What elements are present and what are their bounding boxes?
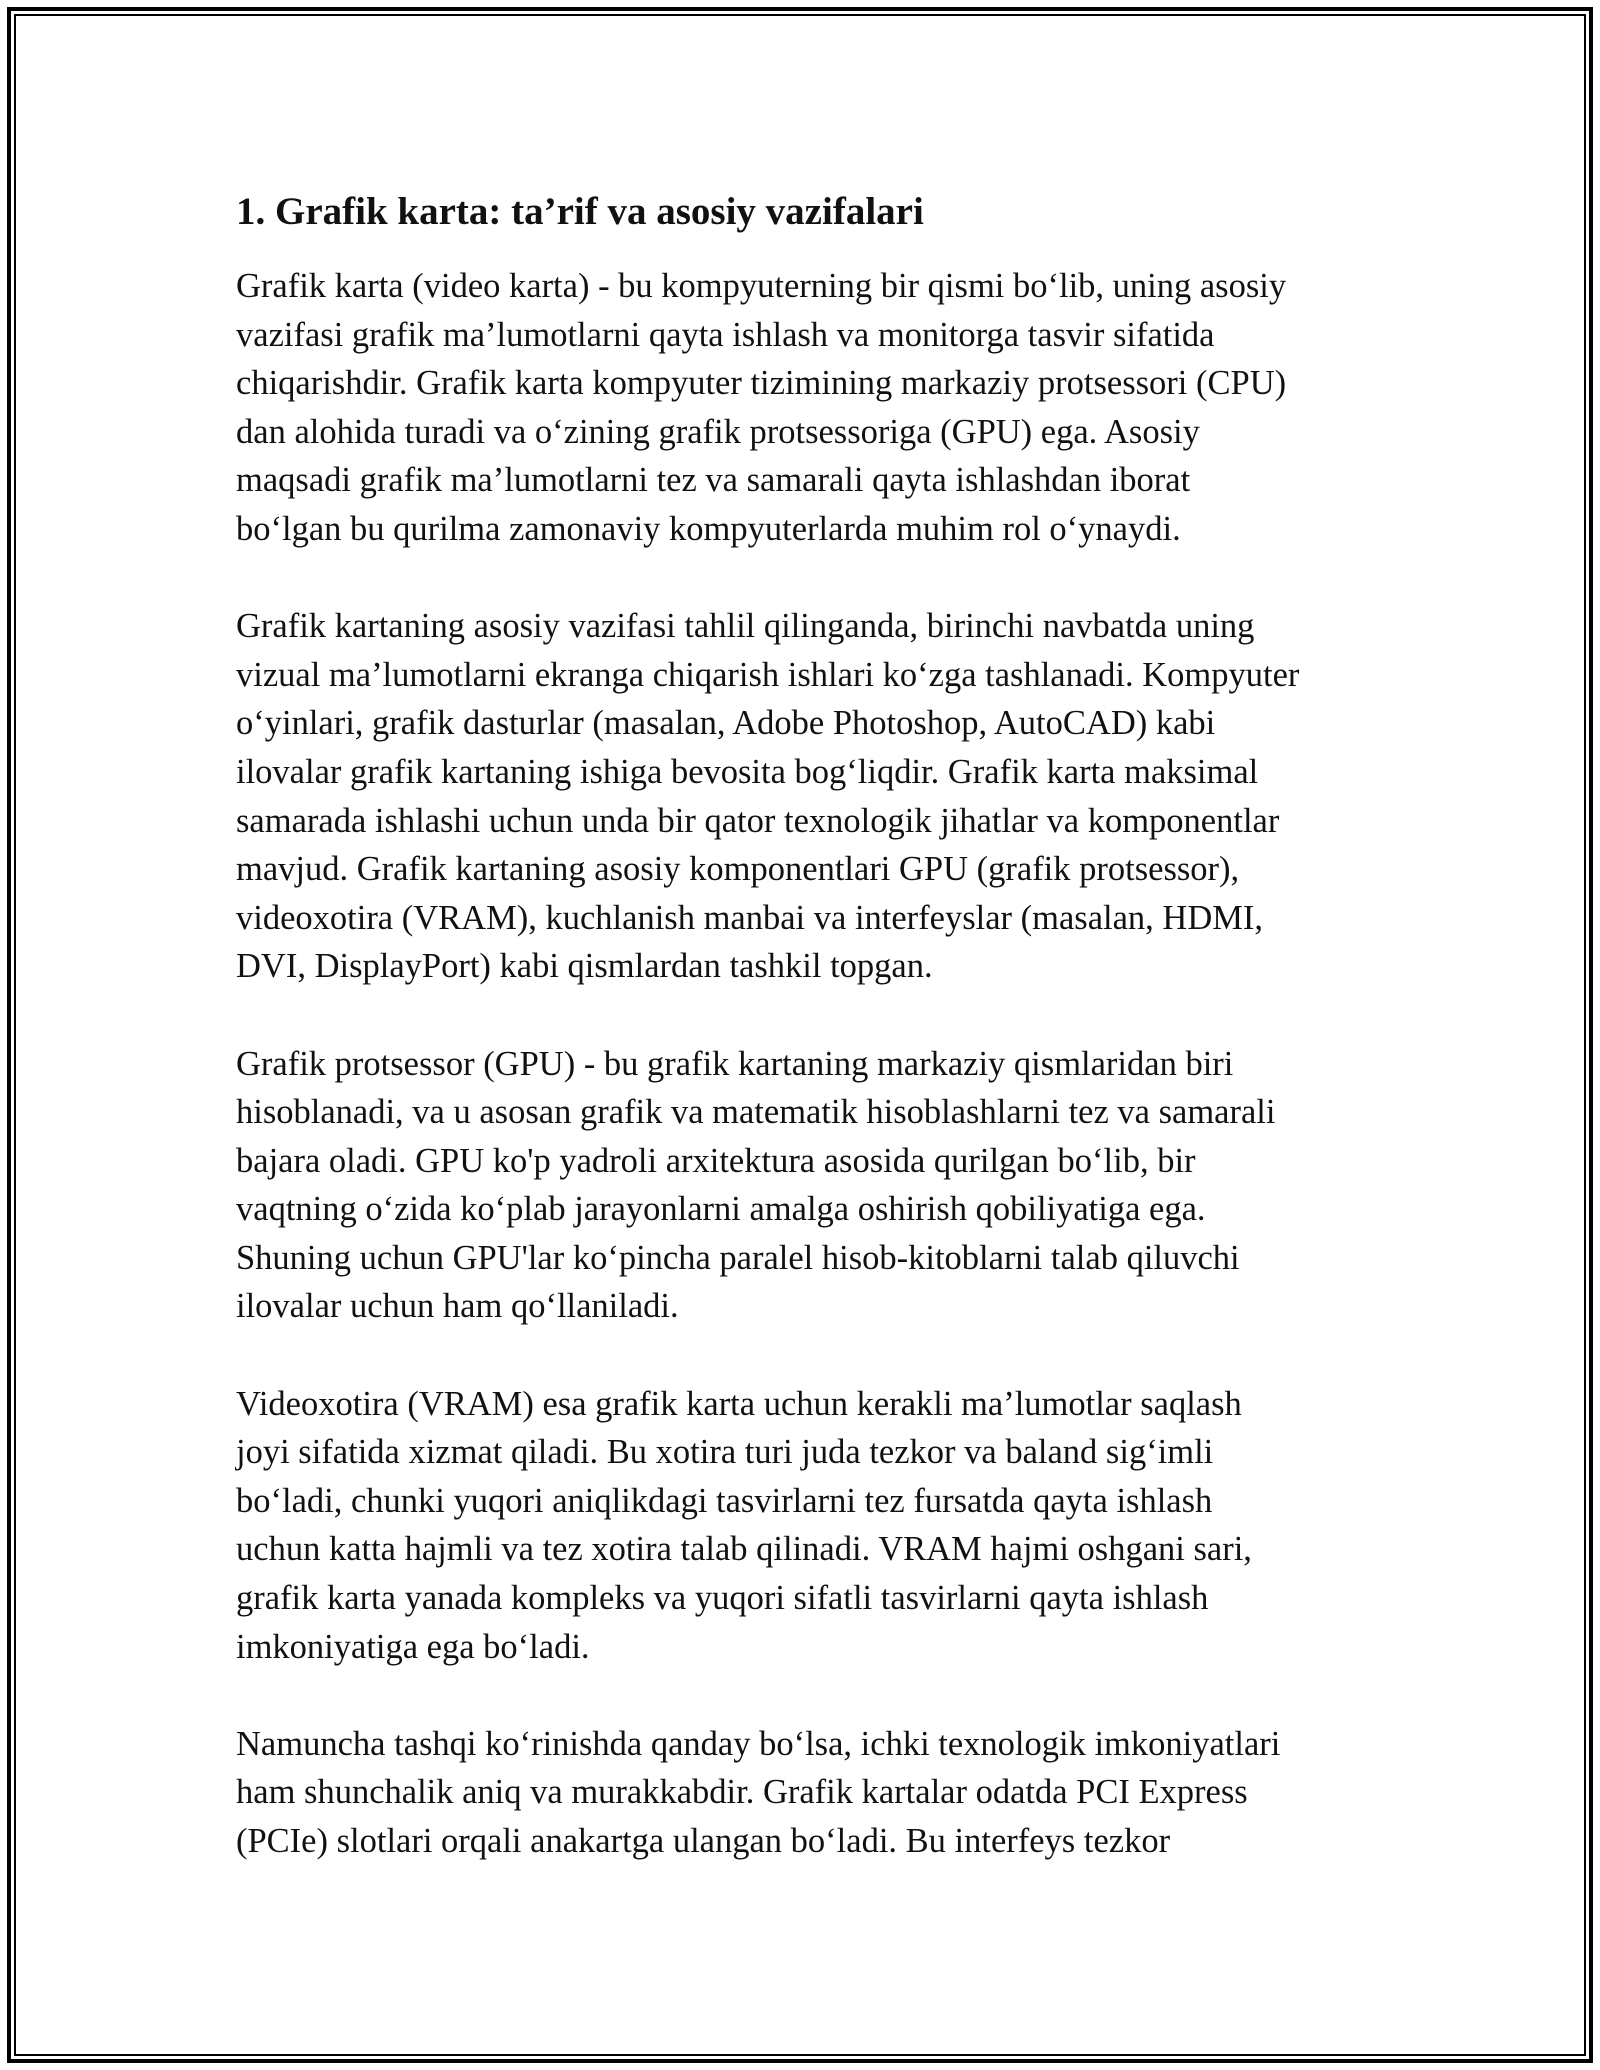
document-body bbox=[236, 184, 1376, 1914]
text-line: bajara oladi. GPU ko'p yadroli arxitektura asosida qurilgan bo‘lib, bir bbox=[236, 1141, 1196, 1180]
section-heading: 1. Grafik karta: ta’rif va asosiy vazifalari bbox=[236, 190, 924, 233]
text-line: videoxotira (VRAM), kuchlanish manbai va interfeyslar (masalan, HDMI, bbox=[236, 898, 1264, 937]
text-line: vazifasi grafik ma’lumotlarni qayta ishlash va monitorga tasvir sifatida bbox=[236, 315, 1215, 354]
paragraph-gpu bbox=[236, 1040, 1376, 1332]
paragraph-main-functions bbox=[236, 602, 1376, 991]
text-line: vizual ma’lumotlarni ekranga chiqarish ishlari ko‘zga tashlanadi. Kompyuter bbox=[236, 655, 1300, 694]
text-line: Grafik protsessor (GPU) - bu grafik kartaning markaziy qismlaridan biri bbox=[236, 1044, 1234, 1083]
text-line: vaqtning o‘zida ko‘plab jarayonlarni amalga oshirish qobiliyatiga ega. bbox=[236, 1190, 1206, 1229]
text-line: DVI, DisplayPort) kabi qismlardan tashkil topgan. bbox=[236, 947, 933, 986]
text-line: grafik karta yanada kompleks va yuqori sifatli tasvirlarni qayta ishlash bbox=[236, 1579, 1209, 1618]
text-line: bo‘ladi, chunki yuqori aniqlikdagi tasvirlarni tez fursatda qayta ishlash bbox=[236, 1481, 1213, 1520]
paragraph-vram bbox=[236, 1380, 1376, 1672]
text-line: ilovalar uchun ham qo‘llaniladi. bbox=[236, 1287, 679, 1326]
text-line: Videoxotira (VRAM) esa grafik karta uchun kerakli ma’lumotlar saqlash bbox=[236, 1384, 1242, 1423]
text-line: bo‘lgan bu qurilma zamonaviy kompyuterlarda muhim rol o‘ynaydi. bbox=[236, 509, 1181, 548]
text-line: ilovalar grafik kartaning ishiga bevosita bog‘liqdir. Grafik karta maksimal bbox=[236, 752, 1259, 791]
text-line: o‘yinlari, grafik dasturlar (masalan, Adobe Photoshop, AutoCAD) kabi bbox=[236, 704, 1216, 743]
paragraph-interfaces bbox=[236, 1720, 1376, 1866]
text-line: chiqarishdir. Grafik karta kompyuter tizimining markaziy protsessori (CPU) bbox=[236, 364, 1287, 403]
text-line: (PCIe) slotlari orqali anakartga ulangan bo‘ladi. Bu interfeys tezkor bbox=[236, 1822, 1171, 1860]
text-line: imkoniyatiga ega bo‘ladi. bbox=[236, 1627, 590, 1666]
text-line: Grafik kartaning asosiy vazifasi tahlil qilinganda, birinchi navbatda uning bbox=[236, 607, 1255, 646]
text-line: maqsadi grafik ma’lumotlarni tez va samarali qayta ishlashdan iborat bbox=[236, 461, 1191, 500]
text-line: joyi sifatida xizmat qiladi. Bu xotira turi juda tezkor va baland sig‘imli bbox=[236, 1433, 1214, 1472]
text-line: ham shunchalik aniq va murakkabdir. Grafik kartalar odatda PCI Express bbox=[236, 1773, 1248, 1812]
text-line: hisoblanadi, va u asosan grafik va matematik hisoblashlarni tez va samarali bbox=[236, 1093, 1276, 1132]
text-line: Shuning uchun GPU'lar ko‘pincha paralel hisob-kitoblarni talab qiluvchi bbox=[236, 1238, 1240, 1277]
text-line: samarada ishlashi uchun unda bir qator texnologik jihatlar va komponentlar bbox=[236, 801, 1280, 840]
text-line: uchun katta hajmli va tez xotira talab qilinadi. VRAM hajmi oshgani sari, bbox=[236, 1530, 1252, 1569]
text-line: dan alohida turadi va o‘zining grafik protsessoriga (GPU) ega. Asosiy bbox=[236, 412, 1200, 451]
text-line: Namuncha tashqi ko‘rinishda qanday bo‘lsa, ichki texnologik imkoniyatlari bbox=[236, 1724, 1281, 1763]
text-line: Grafik karta (video karta) - bu kompyuterning bir qismi bo‘lib, uning asosiy bbox=[236, 267, 1287, 305]
paragraph-definition bbox=[236, 262, 1376, 554]
text-line: mavjud. Grafik kartaning asosiy komponentlari GPU (grafik protsessor), bbox=[236, 850, 1240, 889]
